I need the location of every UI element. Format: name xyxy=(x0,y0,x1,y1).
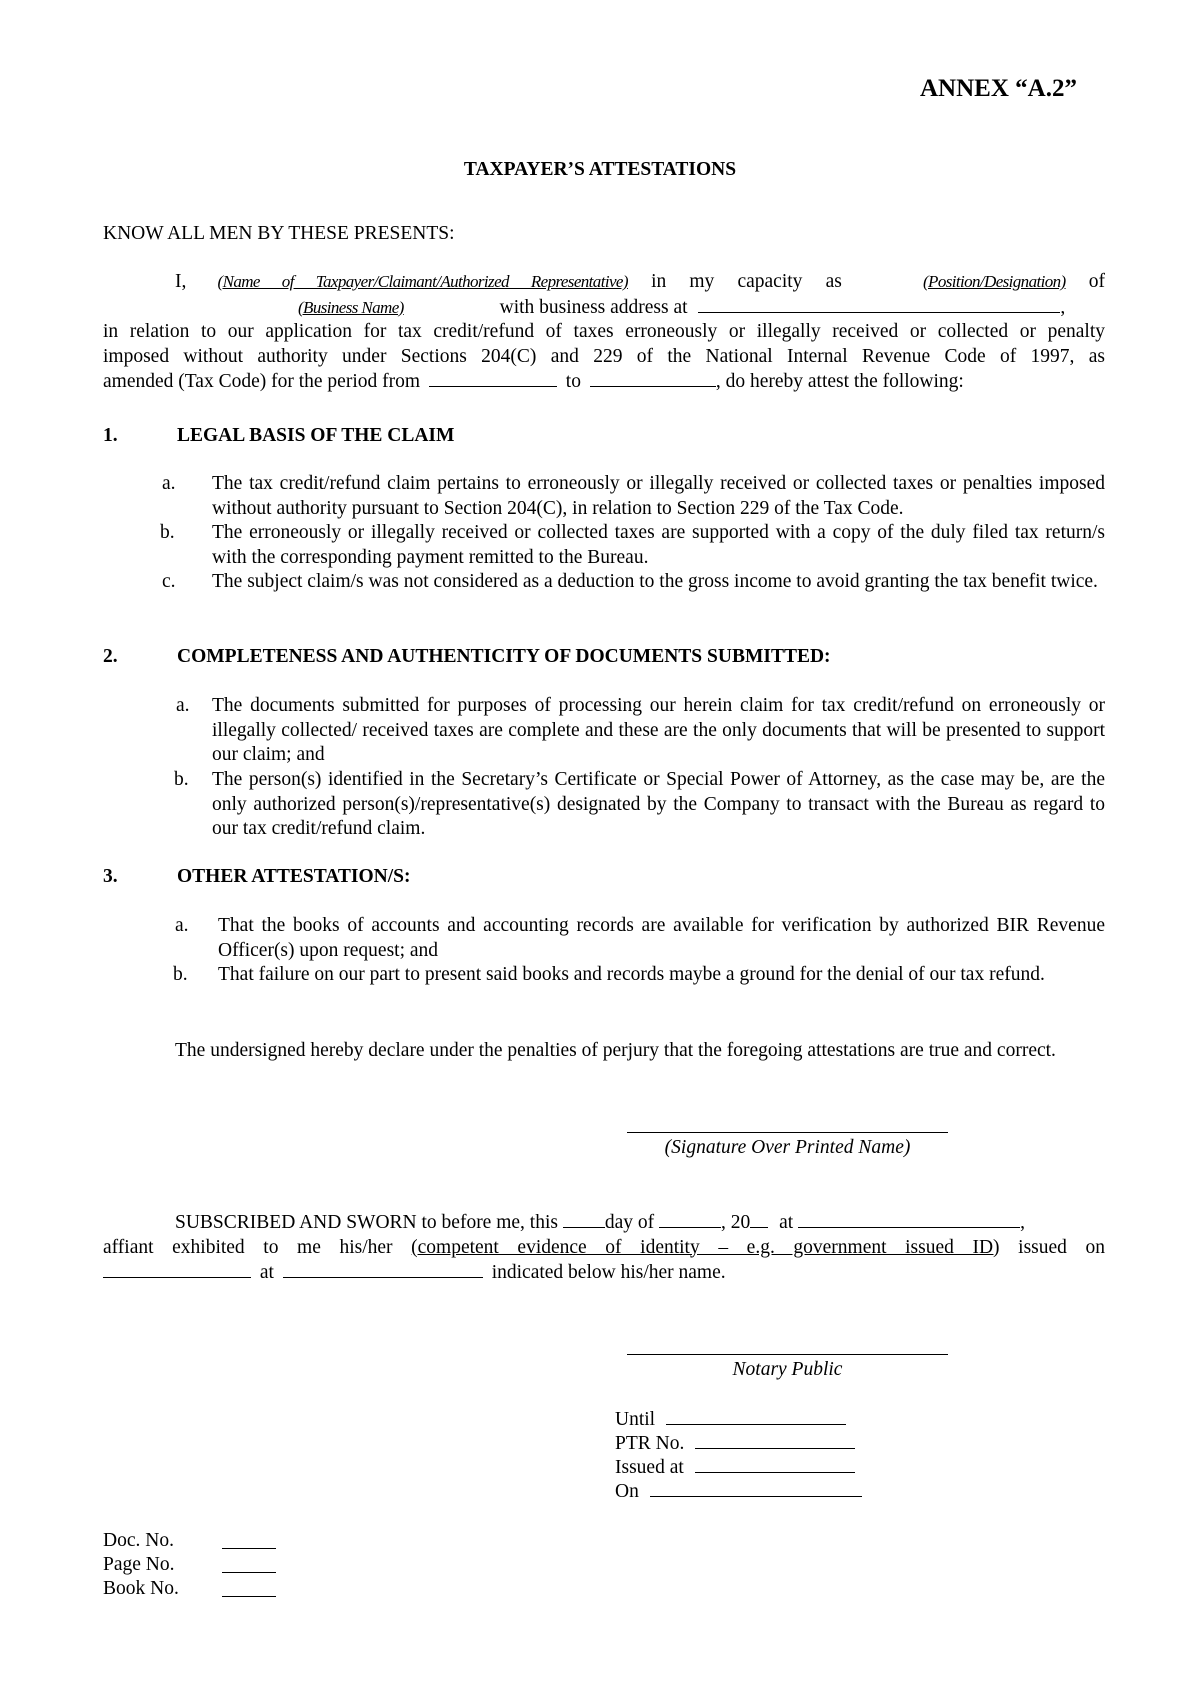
section-2-heading xyxy=(103,645,1103,670)
intro-address-text: with business address at xyxy=(499,296,688,318)
signature-line[interactable] xyxy=(627,1132,948,1133)
list-item: The tax credit/refund claim pertains to erroneously or illegally received or collected taxes or penalties imposed without authority pursuant to Section 204(C), in relation to Section 229 of the Tax Code. xyxy=(212,473,1105,519)
doc-no-field[interactable] xyxy=(222,1531,276,1549)
intro-line-5 xyxy=(103,369,1105,395)
intro-line-2: (Business Name) with business address at , xyxy=(103,295,1105,321)
period-from-text: amended (Tax Code) for the period from xyxy=(103,371,421,392)
period-to-field[interactable] xyxy=(590,369,716,387)
notary-on-row xyxy=(615,1479,862,1505)
intro-of: of xyxy=(1088,271,1105,292)
signature-caption: (Signature Over Printed Name) xyxy=(664,1137,911,1158)
month-field[interactable] xyxy=(659,1210,721,1228)
place-field[interactable] xyxy=(798,1210,1020,1228)
page-no-label: Page No. xyxy=(103,1554,175,1575)
on-label: On xyxy=(615,1481,639,1502)
identity-evidence-field[interactable]: (competent evidence of identity – e.g. government issued ID) xyxy=(411,1236,1000,1258)
jurat-line3-at: at xyxy=(259,1262,274,1283)
section-2-number: 2. xyxy=(103,646,118,667)
jurat-issued-on-text: issued on xyxy=(1018,1236,1105,1258)
section-1-number: 1. xyxy=(103,425,118,446)
book-no-field[interactable] xyxy=(222,1579,276,1597)
section-3-heading xyxy=(103,865,1103,890)
section-3-title: OTHER ATTESTATION/S: xyxy=(177,866,411,887)
jurat-year-prefix: , 20 xyxy=(721,1212,751,1233)
intro-line-4: imposed without authority under Sections 204(C) and 229 of the National Internal Revenue Code of 1997, as xyxy=(103,345,1105,367)
period-from-field[interactable] xyxy=(429,369,557,387)
section-1-heading xyxy=(103,424,1103,449)
on-field[interactable] xyxy=(650,1479,862,1497)
doc-no-label: Doc. No. xyxy=(103,1530,174,1551)
jurat-line-3 xyxy=(103,1260,1105,1286)
issued-at-field[interactable] xyxy=(695,1455,855,1473)
jurat-comma: , xyxy=(1020,1212,1025,1233)
notary-ptr-row xyxy=(615,1431,855,1457)
taxpayer-name-field[interactable]: (Name of Taxpayer/Claimant/Authorized Representative) xyxy=(217,272,628,291)
jurat-day-of-text: day of xyxy=(604,1212,655,1233)
jurat-line-2 xyxy=(103,1236,1105,1261)
list-item-marker: a. xyxy=(162,473,176,494)
ptr-field[interactable] xyxy=(695,1431,855,1449)
list-item-marker: b. xyxy=(160,522,175,543)
intro-i: I, xyxy=(175,271,187,292)
list-item: The person(s) identified in the Secretary’s Certificate or Special Power of Attorney, as the case may be, are the only authorized person(s)/representative(s) designated by the Company to transact with the Bureau as regard to our tax credit/refund claim. xyxy=(212,769,1105,839)
business-address-field[interactable] xyxy=(698,295,1060,313)
list-item: That the books of accounts and accounting records are available for verification by authorized BIR Revenue Officer(s) upon request; and xyxy=(218,915,1105,961)
intro-capacity-text: in my capacity as xyxy=(651,271,842,292)
jurat-sworn-text: SUBSCRIBED AND SWORN to before me, this xyxy=(175,1212,558,1233)
section-3-number: 3. xyxy=(103,866,118,887)
notary-until-row xyxy=(615,1407,846,1433)
issued-place-field[interactable] xyxy=(283,1260,483,1278)
position-field[interactable]: (Position/Designation) xyxy=(922,272,1066,291)
jurat-at-text: at xyxy=(779,1212,794,1233)
list-item: The subject claim/s was not considered as a deduction to the gross income to avoid granting the tax benefit twice. xyxy=(212,571,1098,592)
list-item-marker: a. xyxy=(176,695,190,716)
ptr-label: PTR No. xyxy=(615,1433,685,1454)
issued-date-field[interactable] xyxy=(103,1260,251,1278)
issued-at-label: Issued at xyxy=(615,1457,684,1478)
day-field[interactable] xyxy=(563,1210,605,1228)
jurat-line-1 xyxy=(103,1210,1105,1236)
intro-line-3: in relation to our application for tax credit/refund of taxes erroneously or illegally received or collected or penalty xyxy=(103,321,1105,342)
business-name-field[interactable]: (Business Name) xyxy=(298,297,404,317)
intro-paragraph xyxy=(103,270,1105,395)
list-item: The erroneously or illegally received or collected taxes are supported with a copy of the duly filed tax return/s with the corresponding payment remitted to the Bureau. xyxy=(212,522,1105,568)
page-no-field[interactable] xyxy=(222,1555,276,1573)
until-field[interactable] xyxy=(666,1407,846,1425)
list-item-marker: c. xyxy=(162,571,176,592)
opening-line: KNOW ALL MEN BY THESE PRESENTS: xyxy=(103,223,455,244)
section-1-title: LEGAL BASIS OF THE CLAIM xyxy=(177,425,455,446)
list-item-marker: a. xyxy=(175,915,189,936)
list-item-marker: b. xyxy=(173,964,188,985)
section-2-title: COMPLETENESS AND AUTHENTICITY OF DOCUMENTS SUBMITTED: xyxy=(177,646,831,667)
notary-caption: Notary Public xyxy=(732,1359,843,1380)
book-no-label: Book No. xyxy=(103,1578,179,1599)
jurat-paragraph xyxy=(103,1210,1105,1286)
jurat-indicated-text: indicated below his/her name. xyxy=(491,1262,726,1283)
until-label: Until xyxy=(615,1409,656,1430)
notary-signature-line[interactable] xyxy=(627,1354,948,1355)
year-field[interactable] xyxy=(750,1210,768,1228)
jurat-exhibited-text: affiant exhibited to me his/her xyxy=(103,1236,393,1258)
list-item-marker: b. xyxy=(174,769,189,790)
list-item: The documents submitted for purposes of processing our herein claim for tax credit/refund on erroneously or illegally collected/ received taxes are complete and these are the only documents that will be presented to support our claim; and xyxy=(212,695,1105,765)
document-title: TAXPAYER’S ATTESTATIONS xyxy=(463,159,737,180)
period-to-text: to xyxy=(565,371,581,392)
annex-label: ANNEX “A.2” xyxy=(920,75,1077,102)
notary-issued-row xyxy=(615,1455,855,1481)
list-item: That failure on our part to present said books and records maybe a ground for the denial of our tax refund. xyxy=(218,964,1045,985)
attest-text: , do hereby attest the following: xyxy=(715,371,964,392)
intro-line-1 xyxy=(103,270,1105,295)
declaration-paragraph: The undersigned hereby declare under the penalties of perjury that the foregoing attestations are true and correct. xyxy=(175,1040,1056,1061)
